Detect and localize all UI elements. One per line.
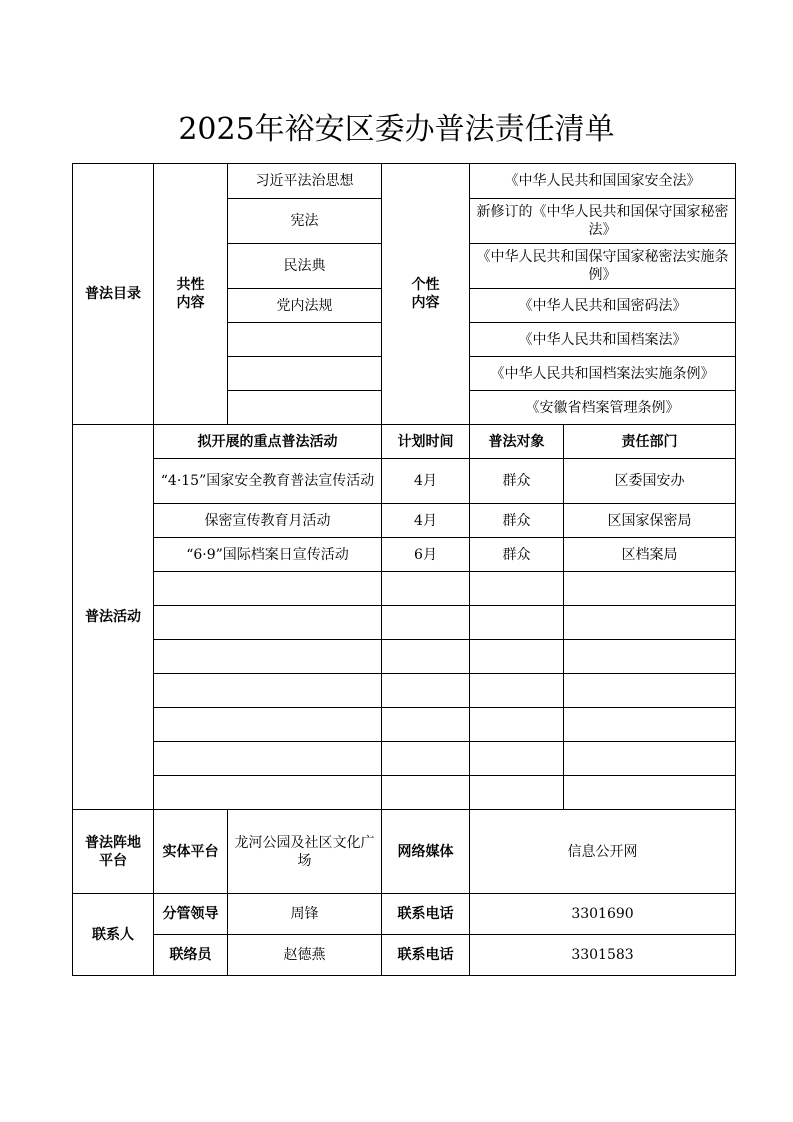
column-header-audience: 普法对象 <box>470 425 564 459</box>
activity-time <box>382 640 470 674</box>
activity-name <box>154 776 382 810</box>
liaison-phone-label: 联系电话 <box>382 935 470 976</box>
activity-audience <box>470 572 564 606</box>
activity-name <box>154 742 382 776</box>
leader-phone-label: 联系电话 <box>382 894 470 935</box>
activity-department: 区国家保密局 <box>564 504 736 538</box>
activity-audience <box>470 640 564 674</box>
physical-platform-value: 龙河公园及社区文化广场 <box>228 810 382 894</box>
column-header-activity: 拟开展的重点普法活动 <box>154 425 382 459</box>
common-item: 宪法 <box>228 199 382 244</box>
activity-audience: 群众 <box>470 504 564 538</box>
activity-department <box>564 572 736 606</box>
table-row <box>73 606 736 640</box>
table-row <box>73 708 736 742</box>
table-row <box>73 776 736 810</box>
common-item: 民法典 <box>228 244 382 289</box>
activity-time <box>382 606 470 640</box>
leader-label: 分管领导 <box>154 894 228 935</box>
leader-name: 周锋 <box>228 894 382 935</box>
activities-label: 普法活动 <box>73 425 154 810</box>
individual-item: 《中华人民共和国档案法》 <box>470 323 736 357</box>
activity-audience: 群众 <box>470 459 564 504</box>
online-media-label: 网络媒体 <box>382 810 470 894</box>
common-item <box>228 391 382 425</box>
table-row <box>73 572 736 606</box>
directory-label: 普法目录 <box>73 164 154 425</box>
individual-item: 《中华人民共和国密码法》 <box>470 289 736 323</box>
activity-department <box>564 606 736 640</box>
table-row <box>73 504 736 538</box>
activity-department: 区委国安办 <box>564 459 736 504</box>
activity-audience <box>470 674 564 708</box>
activity-department <box>564 708 736 742</box>
activity-name <box>154 708 382 742</box>
table-row <box>73 674 736 708</box>
activity-audience <box>470 742 564 776</box>
contacts-label: 联系人 <box>73 894 154 976</box>
activity-name: “6·9”国际档案日宣传活动 <box>154 538 382 572</box>
activity-audience: 群众 <box>470 538 564 572</box>
table-row <box>73 538 736 572</box>
physical-platform-label: 实体平台 <box>154 810 228 894</box>
venue-label: 普法阵地 平台 <box>73 810 154 894</box>
leader-phone: 3301690 <box>470 894 736 935</box>
common-item <box>228 357 382 391</box>
responsibility-table <box>72 163 736 976</box>
liaison-phone: 3301583 <box>470 935 736 976</box>
activity-department <box>564 640 736 674</box>
activity-department <box>564 674 736 708</box>
activity-time: 4月 <box>382 459 470 504</box>
activity-time <box>382 572 470 606</box>
individual-item: 《中华人民共和国保守国家秘密法实施条例》 <box>470 244 736 289</box>
activity-time <box>382 742 470 776</box>
common-item: 党内法规 <box>228 289 382 323</box>
individual-item: 新修订的《中华人民共和国保守国家秘密法》 <box>470 199 736 244</box>
activity-audience <box>470 776 564 810</box>
activity-audience <box>470 708 564 742</box>
activity-audience <box>470 606 564 640</box>
individual-content-label: 个性 内容 <box>382 164 470 425</box>
table-row <box>73 742 736 776</box>
table-row <box>73 459 736 504</box>
activity-department: 区档案局 <box>564 538 736 572</box>
individual-item: 《中华人民共和国档案法实施条例》 <box>470 357 736 391</box>
individual-item: 《中华人民共和国国家安全法》 <box>470 164 736 199</box>
common-content-label: 共性 内容 <box>154 164 228 425</box>
activity-name: “4·15”国家安全教育普法宣传活动 <box>154 459 382 504</box>
online-media-value: 信息公开网 <box>470 810 736 894</box>
page-title: 2025年裕安区委办普法责任清单 <box>178 112 615 147</box>
liaison-name: 赵德燕 <box>228 935 382 976</box>
activity-name <box>154 606 382 640</box>
activity-department <box>564 742 736 776</box>
activity-time <box>382 674 470 708</box>
activity-time: 4月 <box>382 504 470 538</box>
table-row <box>73 640 736 674</box>
activity-department <box>564 776 736 810</box>
activity-time: 6月 <box>382 538 470 572</box>
column-header-department: 责任部门 <box>564 425 736 459</box>
individual-item: 《安徽省档案管理条例》 <box>470 391 736 425</box>
activity-name <box>154 674 382 708</box>
activity-time <box>382 708 470 742</box>
activity-time <box>382 776 470 810</box>
activity-name: 保密宣传教育月活动 <box>154 504 382 538</box>
activity-name <box>154 572 382 606</box>
activity-name <box>154 640 382 674</box>
common-item: 习近平法治思想 <box>228 164 382 199</box>
column-header-time: 计划时间 <box>382 425 470 459</box>
liaison-label: 联络员 <box>154 935 228 976</box>
common-item <box>228 323 382 357</box>
